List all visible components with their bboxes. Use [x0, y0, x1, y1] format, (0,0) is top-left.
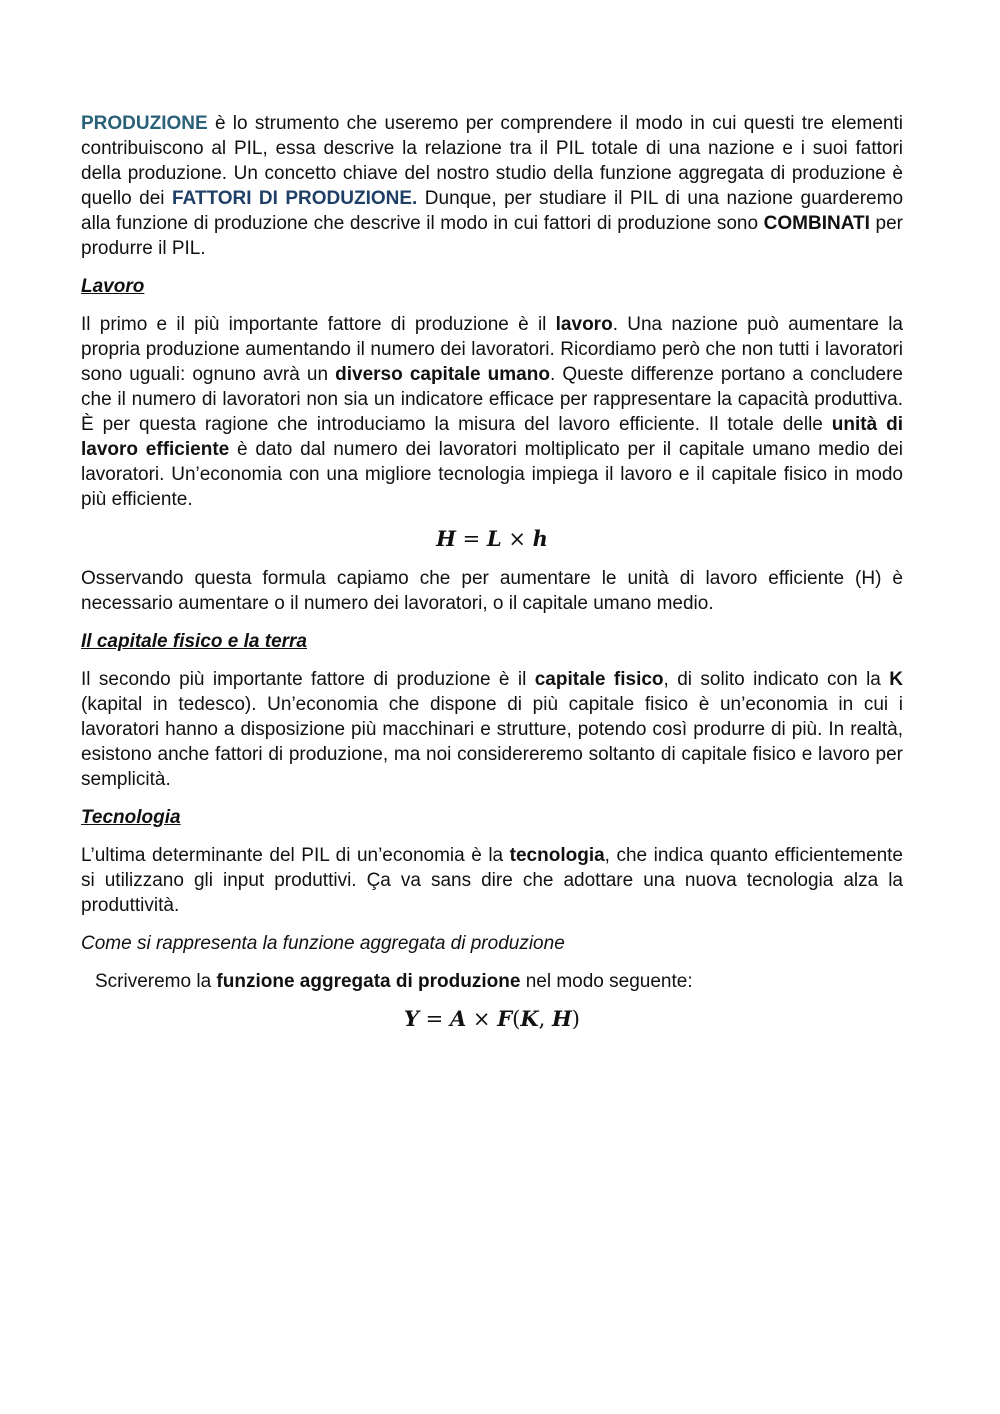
term-fattori-di-produzione: FATTORI DI PRODUZIONE. — [171, 188, 418, 209]
subtitle-funzione-aggregata: Come si rappresenta la funzione aggregata di produzione — [81, 933, 565, 954]
term-produzione: PRODUZIONE — [81, 113, 208, 134]
lavoro-paragraph: Il primo e il più importante fattore di produzione è il lavoro. Una nazione può aumentare la propria produzione aumentando il numero dei lavoratori. Ricordiamo però che non tutti i lavoratori sono uguali: ognuno avrà un diverso capitale umano. Queste differenze portano a concludere che il numero di lavoratori non sia un indicatore efficace per rappresentare la capacità produttiva. È per questa ragione che introduciamo la misura del lavoro efficiente. Il totale delle unità di lavoro efficiente è dato dal numero dei lavoratori moltiplicato per il capitale umano medio dei lavoratori. Un’economia con una migliore tecnologia impiega il lavoro e il capitale fisico in modo più efficiente. — [81, 314, 903, 510]
document-body — [81, 111, 903, 1032]
formula-explanation-paragraph: Osservando questa formula capiamo che per aumentare le unità di lavoro efficiente (H) è necessario aumentare o il numero dei lavoratori, o il capitale umano medio. — [81, 568, 903, 614]
heading-capitale-fisico: Il capitale fisico e la terra — [81, 631, 307, 652]
formula-lavoro-efficiente: H = L × h — [436, 526, 548, 551]
heading-tecnologia: Tecnologia — [81, 807, 181, 828]
formula-funzione-aggregata: Y = A × F(K, H) — [404, 1006, 580, 1031]
aggregata-paragraph: Scriveremo la funzione aggregata di produzione nel modo seguente: — [95, 971, 693, 992]
tecnologia-paragraph: L’ultima determinante del PIL di un’economia è la tecnologia, che indica quanto efficientemente si utilizzano gli input produttivi. Ça va sans dire che adottare una nuova tecnologia alza la produttività. — [81, 845, 903, 916]
term-combinati: COMBINATI — [763, 213, 870, 234]
capitale-paragraph: Il secondo più importante fattore di produzione è il capitale fisico, di solito indicato con la K (kapital in tedesco). Un’economia che dispone di più capitale fisico è un’economia in cui i lavoratori hanno a disposizione più macchinari e strutture, potendo così produrre di più. In realtà, esistono anche fattori di produzione, ma noi considereremo soltanto di capitale fisico e lavoro per semplicità. — [81, 669, 903, 790]
heading-lavoro: Lavoro — [81, 276, 145, 297]
intro-paragraph: PRODUZIONE è lo strumento che useremo per comprendere il modo in cui questi tre elementi contribuiscono al PIL, essa descrive la relazione tra il PIL totale di una nazione e i suoi fattori della produzione. Un concetto chiave del nostro studio della funzione aggregata di produzione è quello dei FATTORI DI PRODUZIONE. Dunque, per studiare il PIL di una nazione guarderemo alla funzione di produzione che descrive il modo in cui fattori di produzione sono COMBINATI per produrre il PIL. — [81, 113, 904, 259]
